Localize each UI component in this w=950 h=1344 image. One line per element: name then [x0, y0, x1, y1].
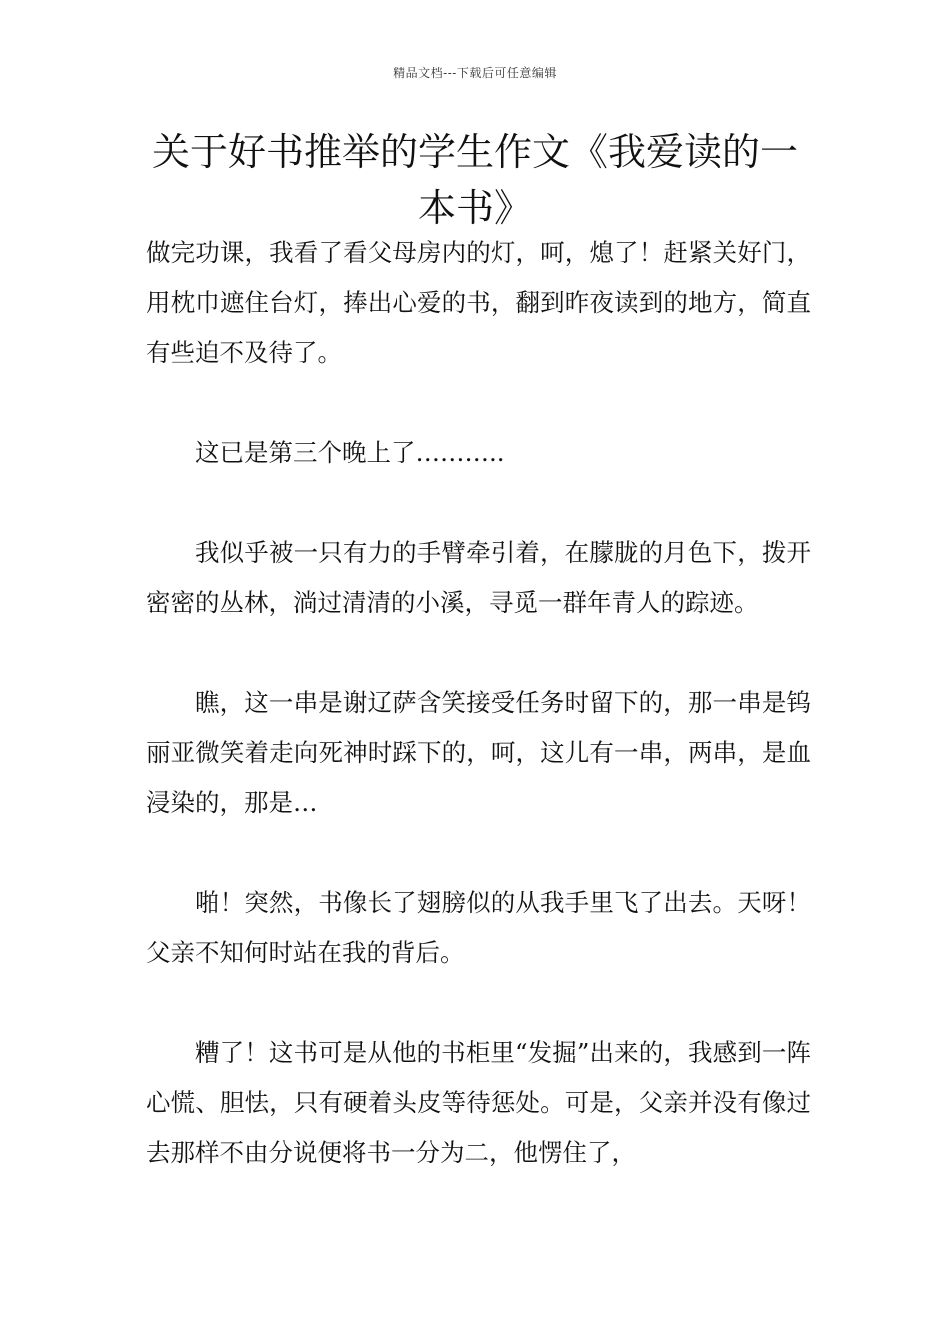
paragraph-gap	[146, 628, 811, 678]
document-body	[146, 228, 811, 1178]
paragraph-2: 这已是第三个晚上了………..	[195, 438, 505, 467]
paragraph-5: 啪！突然，书像长了翅膀似的从我手里飞了出去。天呀！父亲不知何时站在我的背后。	[146, 888, 811, 967]
paragraph-1: 做完功课，我看了看父母房内的灯，呵，熄了！赶紧关好门，用枕巾遮住台灯，捧出心爱的书，翻到昨夜读到的地方，简直有些迫不及待了。	[146, 238, 811, 367]
paragraph-3: 我似乎被一只有力的手臂牵引着，在朦胧的月色下，拨开密密的丛林，淌过清清的小溪，寻觅一群年青人的踪迹。	[146, 538, 811, 617]
header-note: 精品文档---下载后可任意编辑	[393, 66, 557, 80]
paragraph-gap	[146, 378, 811, 428]
document-title: 关于好书推举的学生作文《我爱读的一本书》	[151, 130, 798, 230]
paragraph-6: 糟了！这书可是从他的书柜里“发掘”出来的，我感到一阵心慌、胆怯，只有硬着头皮等待惩处。可是，父亲并没有像过去那样不由分说便将书一分为二，他愣住了，	[146, 1038, 811, 1167]
paragraph-gap	[146, 978, 811, 1028]
paragraph-gap	[146, 828, 811, 878]
paragraph-gap	[146, 478, 811, 528]
paragraph-4: 瞧，这一串是谢辽萨含笑接受任务时留下的，那一串是钨丽亚微笑着走向死神时踩下的，呵，这儿有一串，两串，是血浸染的，那是…	[146, 688, 811, 817]
